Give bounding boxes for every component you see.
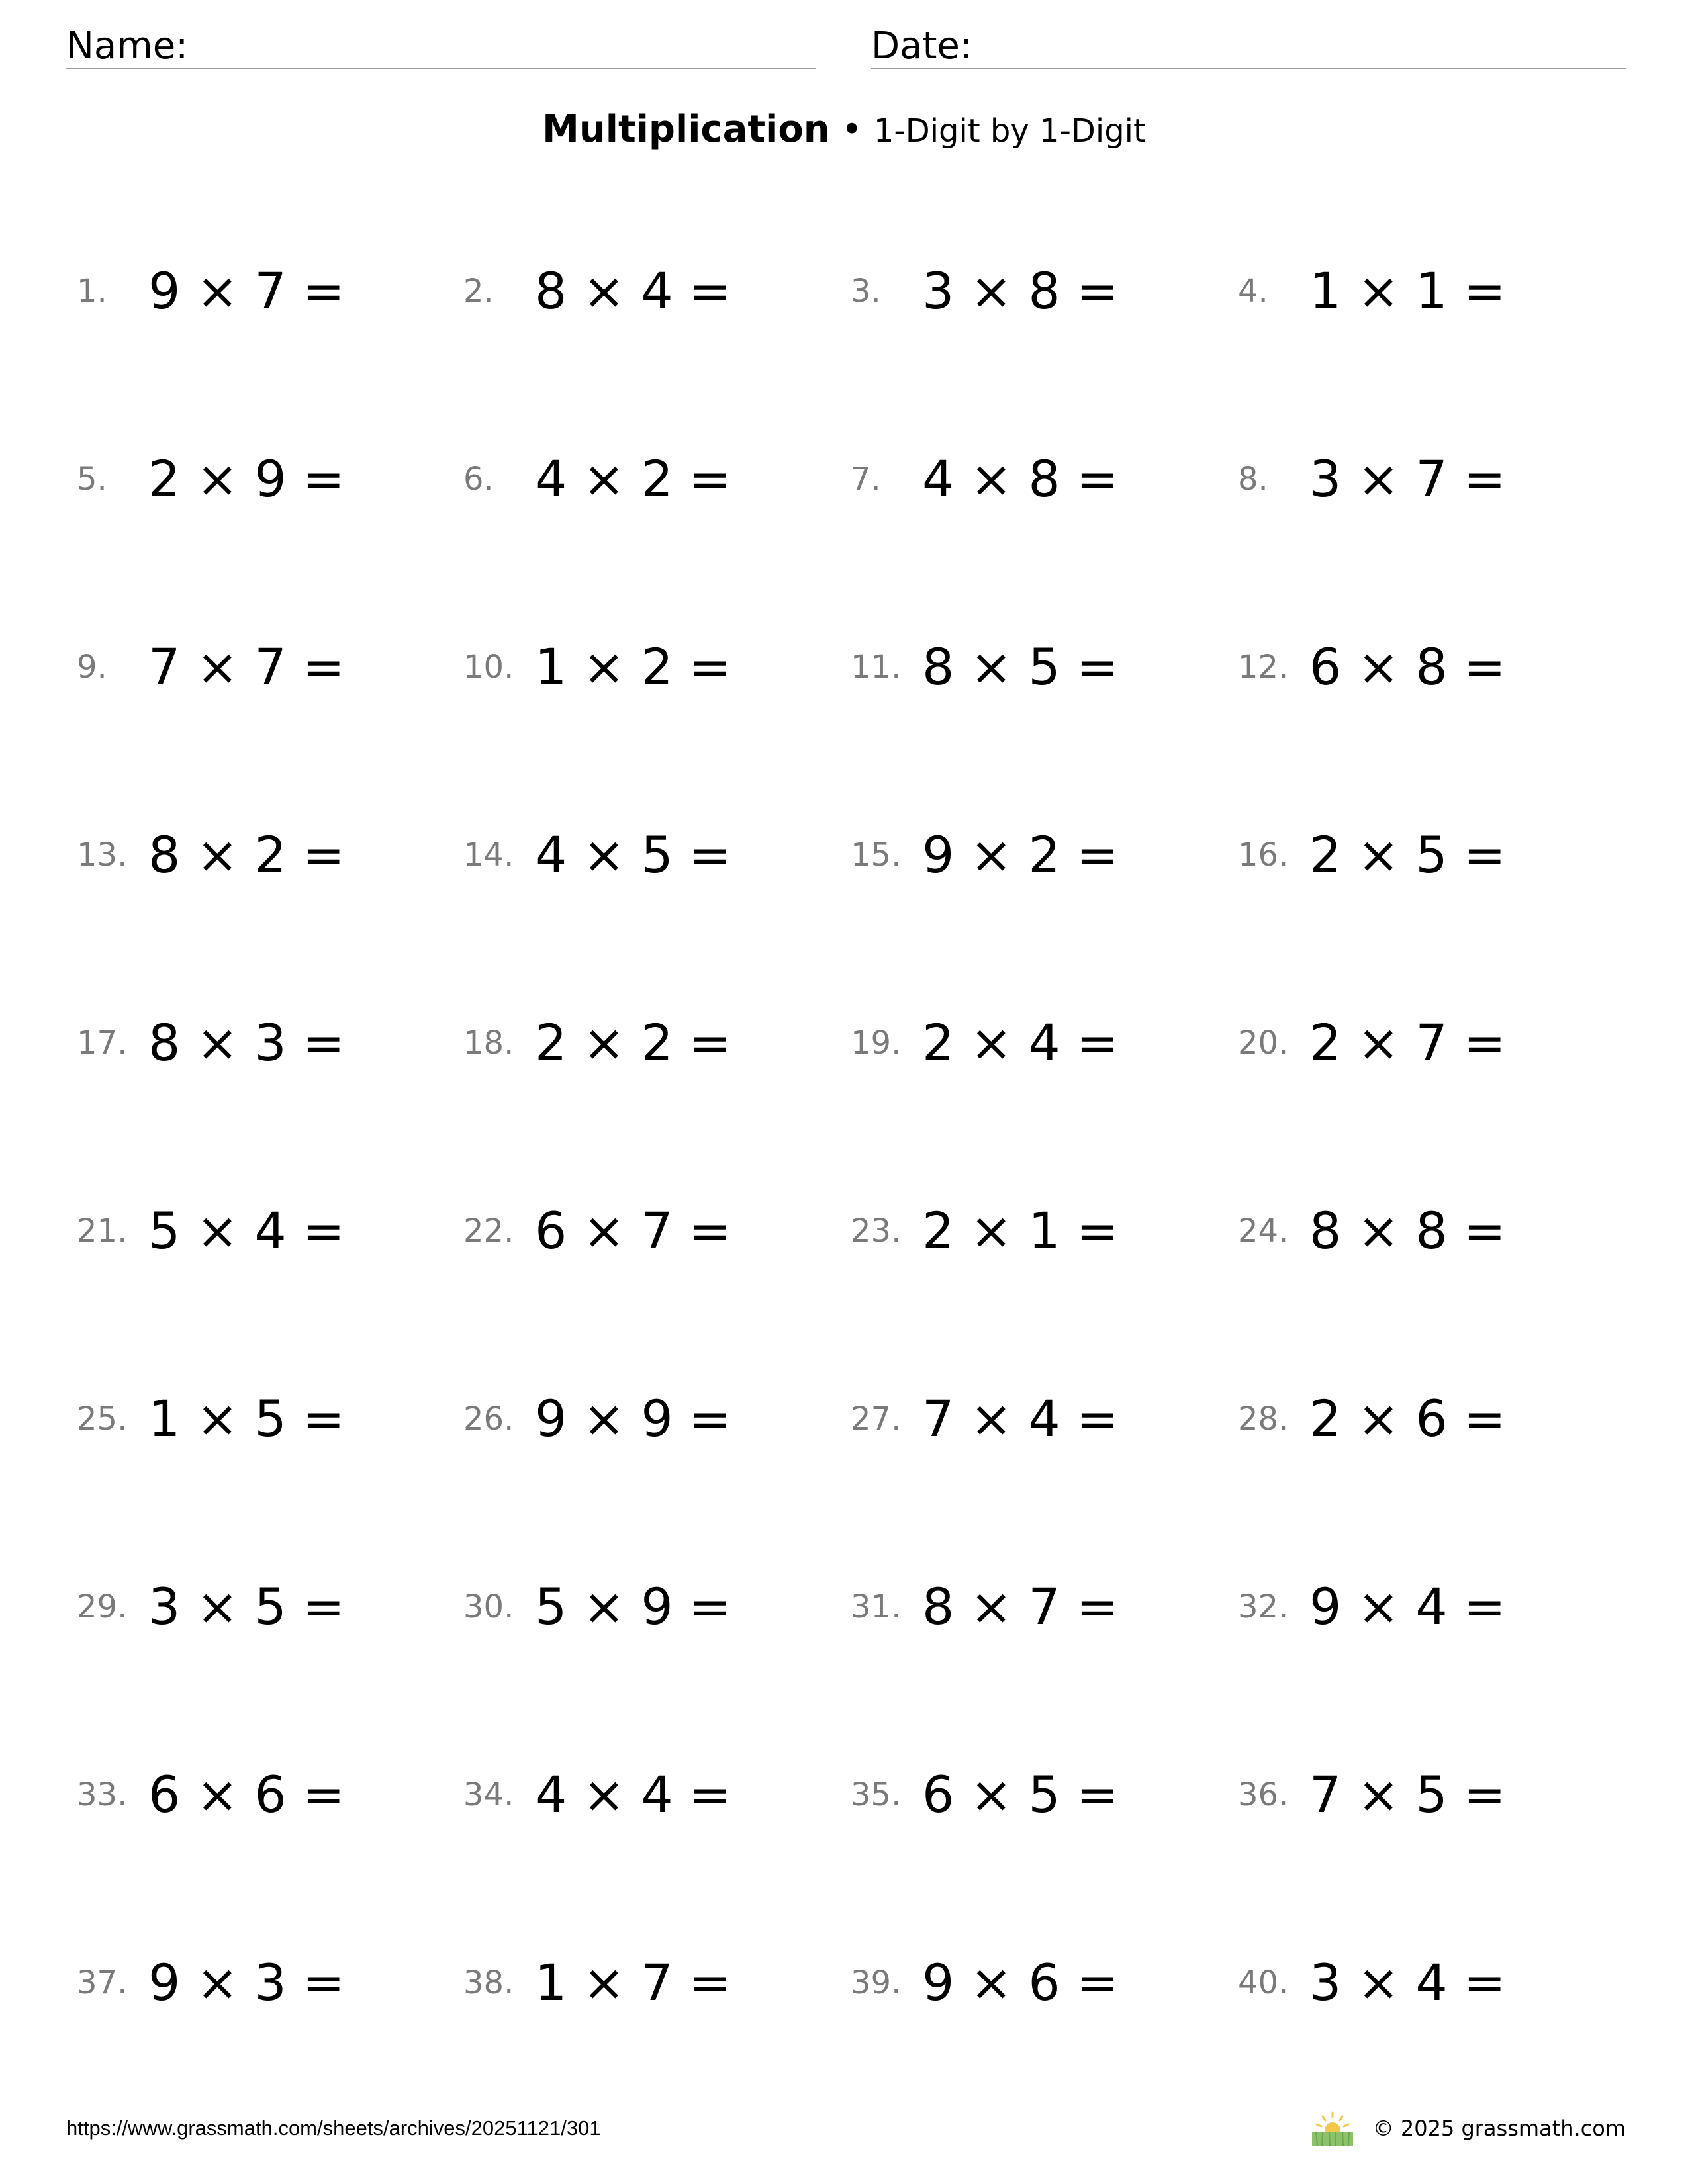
problem-number: 15. [851,837,902,874]
problem-expression: 1 × 5 = [148,1389,345,1448]
problem-expression: 9 × 4 = [1309,1577,1506,1636]
problem-expression: 1 × 2 = [535,637,731,696]
problem-number: 32. [1238,1588,1289,1625]
problem-number: 3. [851,273,881,310]
problem-number: 16. [1238,837,1289,874]
problem-expression: 8 × 3 = [148,1013,345,1072]
problem-number: 11. [851,649,902,686]
name-label: Name: [66,24,189,68]
problem-expression: 2 × 5 = [1309,825,1506,884]
title-separator: • [829,109,874,150]
name-field[interactable] [66,25,816,69]
problem-expression: 9 × 2 = [922,825,1119,884]
problem-expression: 2 × 4 = [922,1013,1119,1072]
problem-expression: 6 × 5 = [922,1765,1119,1824]
problem-expression: 6 × 6 = [148,1765,345,1824]
problem-expression: 2 × 7 = [1309,1013,1506,1072]
problem-expression: 7 × 4 = [922,1389,1119,1448]
problem-number: 36. [1238,1776,1289,1813]
problem-expression: 8 × 5 = [922,637,1119,696]
problem-expression: 6 × 8 = [1309,637,1506,696]
problem-number: 7. [851,461,881,498]
problem-expression: 4 × 4 = [535,1765,731,1824]
problem-expression: 4 × 8 = [922,449,1119,508]
problem-number: 14. [463,837,514,874]
problem-number: 37. [77,1964,128,2001]
problem-number: 6. [463,461,494,498]
problem-number: 31. [851,1588,902,1625]
problem-number: 24. [1238,1212,1289,1250]
problem-expression: 9 × 7 = [148,261,345,320]
copyright-text: © 2025 grassmath.com [1372,2116,1626,2141]
problem-number: 34. [463,1776,514,1813]
problem-expression: 1 × 1 = [1309,261,1506,320]
problem-number: 23. [851,1212,902,1250]
problem-number: 4. [1238,273,1268,310]
problem-number: 33. [77,1776,128,1813]
problem-number: 9. [77,649,107,686]
problem-expression: 8 × 4 = [535,261,731,320]
problem-expression: 8 × 8 = [1309,1201,1506,1260]
problem-number: 21. [77,1212,128,1250]
problem-expression: 3 × 8 = [922,261,1119,320]
problem-number: 26. [463,1400,514,1437]
problem-number: 27. [851,1400,902,1437]
problem-number: 20. [1238,1024,1289,1062]
problem-expression: 3 × 4 = [1309,1953,1506,2012]
problem-expression: 8 × 2 = [148,825,345,884]
problem-expression: 2 × 6 = [1309,1389,1506,1448]
problem-number: 28. [1238,1400,1289,1437]
grassmath-logo-icon [1309,2110,1356,2147]
problem-expression: 7 × 7 = [148,637,345,696]
problem-expression: 5 × 9 = [535,1577,731,1636]
problem-expression: 3 × 7 = [1309,449,1506,508]
problem-expression: 2 × 1 = [922,1201,1119,1260]
problem-number: 29. [77,1588,128,1625]
problem-grid [0,258,1688,2012]
problem-number: 5. [77,461,107,498]
problem-number: 12. [1238,649,1289,686]
problem-expression: 7 × 5 = [1309,1765,1506,1824]
problem-expression: 2 × 2 = [535,1013,731,1072]
problem-number: 19. [851,1024,902,1062]
problem-expression: 8 × 7 = [922,1577,1119,1636]
date-field[interactable] [871,25,1626,69]
problem-number: 22. [463,1212,514,1250]
problem-expression: 9 × 3 = [148,1953,345,2012]
problem-expression: 9 × 9 = [535,1389,731,1448]
problem-number: 30. [463,1588,514,1625]
problem-expression: 4 × 2 = [535,449,731,508]
problem-number: 8. [1238,461,1268,498]
problem-expression: 1 × 7 = [535,1953,731,2012]
worksheet-title [0,106,1688,155]
footer-brand [1309,2110,1626,2147]
problem-expression: 3 × 5 = [148,1577,345,1636]
problem-expression: 4 × 5 = [535,825,731,884]
footer-url: https://www.grassmath.com/sheets/archives/20251121/301 [66,2116,601,2140]
problem-number: 40. [1238,1964,1289,2001]
problem-number: 1. [77,273,107,310]
problem-number: 10. [463,649,514,686]
date-label: Date: [871,24,972,68]
problem-number: 17. [77,1024,128,1062]
problem-number: 2. [463,273,494,310]
problem-expression: 5 × 4 = [148,1201,345,1260]
problem-number: 25. [77,1400,128,1437]
problem-expression: 6 × 7 = [535,1201,731,1260]
problem-number: 38. [463,1964,514,2001]
title-subtitle: 1-Digit by 1-Digit [873,113,1146,150]
problem-expression: 2 × 9 = [148,449,345,508]
title-main: Multiplication [542,108,830,151]
problem-expression: 9 × 6 = [922,1953,1119,2012]
problem-number: 39. [851,1964,902,2001]
problem-number: 13. [77,837,128,874]
problem-number: 18. [463,1024,514,1062]
problem-number: 35. [851,1776,902,1813]
